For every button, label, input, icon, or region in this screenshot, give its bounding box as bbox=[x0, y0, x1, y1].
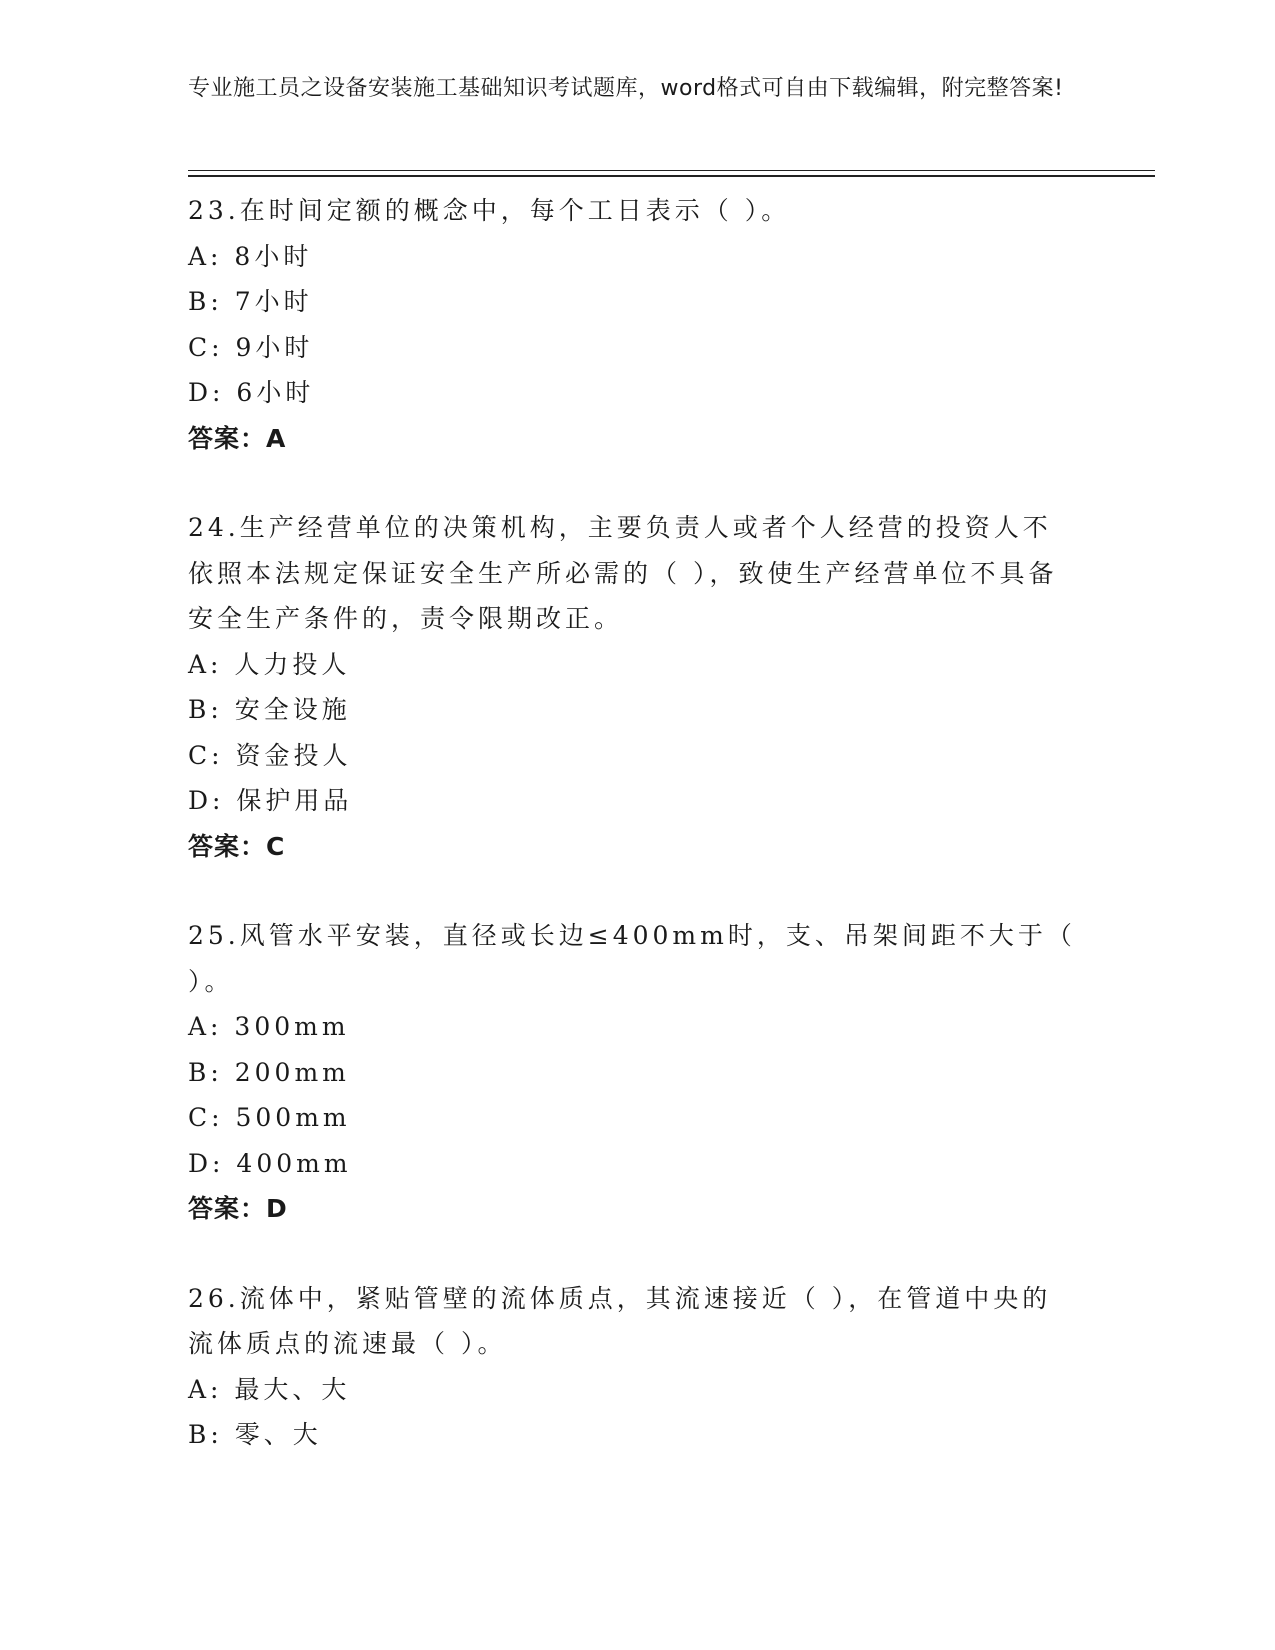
option-d: D: 保护用品 bbox=[188, 786, 353, 815]
question-stem: 26.流体中，紧贴管壁的流体质点，其流速接近（ ），在管道中央的流体质点的流速最（ ）。 bbox=[188, 1283, 1052, 1358]
option-b: B: 200mm bbox=[188, 1057, 350, 1087]
question-stem: 25.风管水平安装，直径或长边≤400mm时，支、吊架间距不大于（ ）。 bbox=[188, 921, 1076, 996]
header-divider-thick bbox=[188, 175, 1155, 177]
option-a: A: 最大、大 bbox=[188, 1374, 351, 1404]
option-c: C: 500mm bbox=[188, 1103, 351, 1132]
answer-line: 答案：C bbox=[188, 831, 286, 861]
question-23 bbox=[188, 188, 1078, 461]
answer-line: 答案：A bbox=[188, 423, 287, 453]
option-a: A: 8小时 bbox=[188, 241, 313, 271]
question-24 bbox=[188, 505, 1078, 869]
option-d: D: 400mm bbox=[188, 1148, 352, 1178]
option-d: D: 6小时 bbox=[188, 378, 315, 407]
option-c: C: 9小时 bbox=[188, 332, 314, 362]
option-a: A: 300mm bbox=[188, 1012, 350, 1041]
option-b: B: 7小时 bbox=[188, 287, 313, 316]
option-b: B: 安全设施 bbox=[188, 695, 351, 724]
question-26 bbox=[188, 1276, 1078, 1458]
page-header: 专业施工员之设备安装施工基础知识考试题库，word格式可自由下载编辑，附完整答案! bbox=[188, 76, 1064, 101]
option-c: C: 资金投人 bbox=[188, 740, 352, 770]
option-a: A: 人力投人 bbox=[188, 649, 351, 679]
question-stem: 24.生产经营单位的决策机构，主要负责人或者个人经营的投资人不依照本法规定保证安全生产所必需的（ ），致使生产经营单位不具备安全生产条件的，责令限期改正。 bbox=[188, 513, 1058, 633]
question-list bbox=[188, 188, 1078, 1502]
option-b: B: 零、大 bbox=[188, 1420, 322, 1449]
question-25 bbox=[188, 913, 1078, 1232]
answer-line: 答案：D bbox=[188, 1194, 288, 1223]
header-divider-thin bbox=[188, 170, 1155, 171]
question-stem: 23.在时间定额的概念中，每个工日表示（ ）。 bbox=[188, 196, 791, 225]
